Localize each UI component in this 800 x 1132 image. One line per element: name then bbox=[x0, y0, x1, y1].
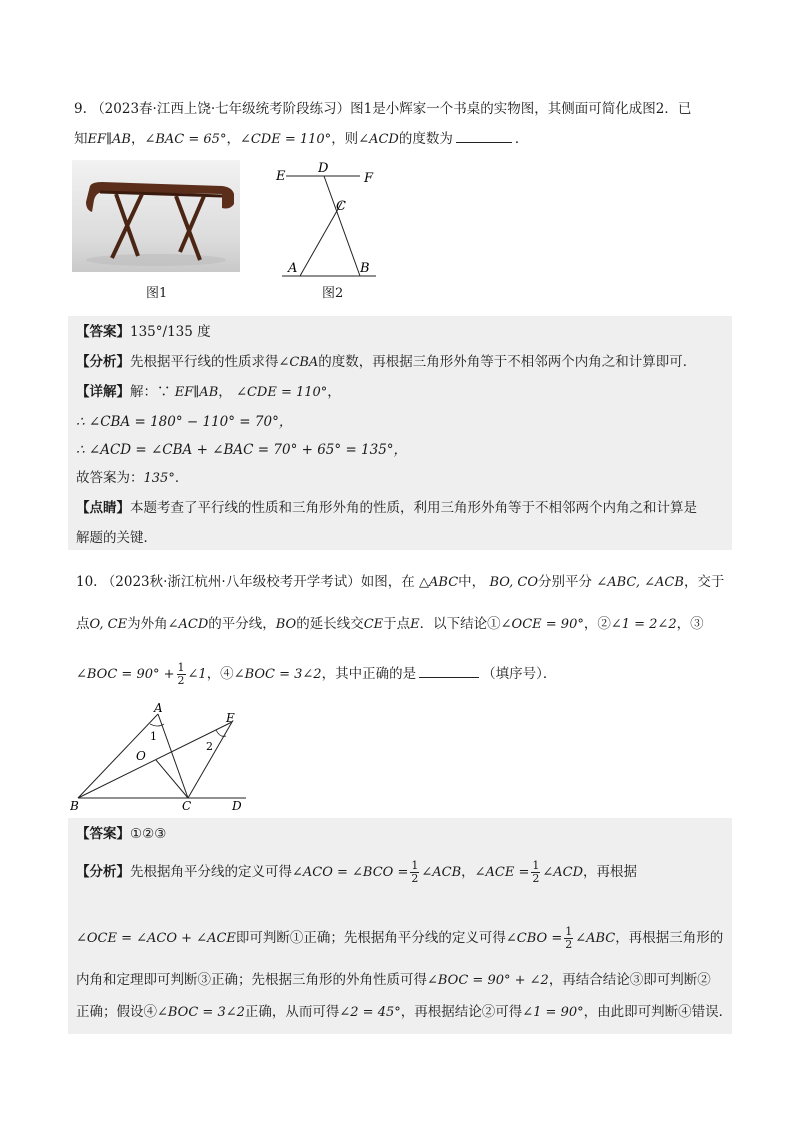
analysis-text: 的度数，再根据三角形外角等于不相邻两个内角之和计算即可． bbox=[318, 354, 697, 370]
analysis-text: ，由此即可判断④错误． bbox=[583, 1004, 733, 1020]
analysis-text: ，再根据 bbox=[583, 864, 638, 880]
desk-photo bbox=[72, 160, 240, 272]
fraction-numerator: 1 bbox=[411, 859, 419, 872]
figure-2-label: 图2 bbox=[322, 286, 344, 301]
question-9 bbox=[74, 94, 724, 155]
question-text: 如图，在 bbox=[360, 574, 415, 590]
question-text: 点 bbox=[76, 616, 90, 632]
question-text: （填序号）． bbox=[482, 666, 557, 682]
analysis-text: ，再结合结论③即可判断② bbox=[548, 972, 711, 988]
point-label: A bbox=[288, 261, 298, 276]
analysis-text: 即可判断①正确；先根据角平分线的定义可得 bbox=[235, 930, 506, 946]
angle-label: 2 bbox=[206, 740, 213, 753]
question-text: ，交于 bbox=[683, 574, 725, 590]
point-label: B bbox=[360, 261, 370, 276]
question-number: 10. bbox=[76, 574, 98, 590]
analysis-text: ，再根据结论②可得 bbox=[400, 1004, 523, 1020]
point-label: E bbox=[226, 711, 235, 725]
detail-text: 解：∵ bbox=[130, 384, 175, 400]
math-expression: ∠2 = 45° bbox=[339, 1005, 401, 1020]
analysis-text: 先根据平行线的性质求得 bbox=[130, 354, 279, 370]
math-points: O, CE bbox=[89, 617, 128, 632]
separator: ， bbox=[461, 864, 475, 880]
math-target: ∠ACD bbox=[358, 132, 399, 147]
detail-text: ， bbox=[218, 384, 237, 400]
analysis-row bbox=[76, 926, 723, 951]
separator: ， bbox=[130, 131, 145, 147]
separator: ， bbox=[226, 131, 240, 147]
math-expression: ∠ACE = bbox=[474, 865, 530, 880]
math-angle: ∠CBA bbox=[278, 355, 319, 370]
question-text: ，④ bbox=[206, 666, 234, 682]
question-text: ，则 bbox=[331, 131, 359, 147]
answer-blank bbox=[456, 128, 512, 143]
analysis-text: 正确；假设④ bbox=[76, 1004, 157, 1020]
question-text: 图1是小辉家一个书桌的实物图，其侧面可简化成图2．已 bbox=[350, 101, 692, 117]
math-condition: ∠CDE = 110° bbox=[236, 385, 328, 400]
analysis-row bbox=[76, 968, 711, 988]
analysis-row bbox=[76, 1000, 732, 1020]
math-condition: EF∥AB bbox=[87, 132, 131, 147]
analysis-text: 内角和定理即可判断③正确；先根据三角形的外角性质可得 bbox=[76, 972, 427, 988]
question-text: 分别平分 bbox=[538, 574, 593, 590]
point-label: E bbox=[276, 169, 286, 184]
fraction-denominator: 2 bbox=[565, 938, 573, 951]
math-expression: ∠OCE = ∠ACO + ∠ACE bbox=[76, 931, 236, 946]
point-label: D bbox=[318, 161, 329, 176]
question-text: 的延长线交 bbox=[296, 616, 364, 632]
final-text: ． bbox=[174, 470, 189, 486]
angle-label: 1 bbox=[150, 730, 157, 743]
point-label: B bbox=[70, 799, 79, 812]
figure-10-diagram bbox=[70, 700, 260, 812]
fraction-denominator: 2 bbox=[532, 872, 540, 885]
question-10-line-2 bbox=[76, 612, 704, 632]
question-source: （2023秋·浙江杭州·八年级校考开学考试） bbox=[101, 574, 361, 590]
question-text: ．以下结论① bbox=[419, 616, 501, 632]
fraction-numerator: 1 bbox=[177, 661, 185, 674]
analysis-text: ，再根据三角形的 bbox=[615, 930, 724, 946]
detail-text: ， bbox=[327, 384, 341, 400]
analysis-row bbox=[76, 350, 696, 370]
detail-step: ∴ ∠CBA = 180° − 110° = 70°， bbox=[76, 414, 293, 430]
point-label: C bbox=[182, 799, 192, 812]
point-label: C bbox=[336, 199, 346, 214]
detail-tag: 【详解】 bbox=[76, 384, 130, 400]
math-expression: ∠ACD bbox=[542, 865, 584, 880]
question-text: 的平分线， bbox=[208, 616, 276, 632]
math-segment: BO bbox=[275, 617, 297, 632]
comment-text: 本题考查了平行线的性质和三角形外角的性质，利用三角形外角等于不相邻两个内角之和计算是 bbox=[130, 500, 697, 516]
answer-value: ①②③ bbox=[130, 826, 167, 842]
analysis-text: 正确，从而可得 bbox=[244, 1004, 340, 1020]
comment-row bbox=[76, 496, 697, 516]
conclusion-3: ∠1 bbox=[187, 667, 207, 682]
math-expression: ∠BOC = 3∠2 bbox=[157, 1005, 245, 1020]
question-10-line-3 bbox=[76, 662, 556, 687]
question-text: 知 bbox=[74, 131, 88, 147]
math-condition: ∠BAC = 65° bbox=[144, 132, 227, 147]
math-angle: ∠ACD bbox=[167, 617, 209, 632]
math-expression: ∠1 = 90° bbox=[522, 1005, 584, 1020]
point-label: D bbox=[232, 799, 242, 812]
point-label: O bbox=[136, 749, 146, 763]
math-condition: EF∥AB bbox=[174, 385, 219, 400]
fraction bbox=[177, 662, 186, 687]
answer-row bbox=[76, 320, 211, 340]
figure-1-label: 图1 bbox=[146, 286, 168, 301]
comment-row: 解题的关键． bbox=[76, 530, 157, 546]
question-10-line-1 bbox=[76, 570, 724, 590]
answer-tag: 【答案】 bbox=[76, 826, 130, 842]
fraction-numerator: 1 bbox=[532, 859, 540, 872]
final-answer-row bbox=[76, 466, 188, 486]
question-text: ，③ bbox=[676, 616, 704, 632]
fraction bbox=[564, 926, 573, 951]
question-text: 中， bbox=[458, 574, 486, 590]
answer-tag: 【答案】 bbox=[76, 324, 130, 340]
question-text: ，② bbox=[583, 616, 611, 632]
analysis-row bbox=[76, 860, 637, 885]
math-expression: ∠CBO = bbox=[505, 931, 563, 946]
question-number: 9. bbox=[74, 101, 87, 117]
question-text: 为外角 bbox=[127, 616, 168, 632]
answer-value: 135°/135 度 bbox=[130, 324, 211, 340]
fraction bbox=[531, 860, 540, 885]
math-angles: ∠ABC, ∠ACB bbox=[596, 575, 684, 590]
final-text: 故答案为： bbox=[76, 470, 144, 486]
fraction-numerator: 1 bbox=[565, 925, 573, 938]
math-expression: ∠ACB bbox=[421, 865, 462, 880]
fraction bbox=[410, 860, 419, 885]
fraction-denominator: 2 bbox=[177, 674, 185, 687]
analysis-text: 先根据角平分线的定义可得 bbox=[130, 864, 292, 880]
conclusion-2: ∠1 = 2∠2 bbox=[610, 617, 677, 632]
question-source: （2023春·江西上饶·七年级统考阶段练习） bbox=[91, 101, 351, 117]
math-point: E bbox=[410, 617, 420, 632]
final-value: 135° bbox=[143, 471, 175, 486]
comment-tag: 【点睛】 bbox=[76, 500, 130, 516]
fraction-denominator: 2 bbox=[411, 872, 419, 885]
conclusion-3: ∠BOC = 90° + bbox=[76, 667, 175, 682]
math-segment: CE bbox=[363, 617, 384, 632]
math-segments: BO, CO bbox=[489, 575, 539, 590]
figure-2-diagram bbox=[272, 158, 382, 282]
detail-step: ∴ ∠ACD = ∠CBA + ∠BAC = 70° + 65° = 135°， bbox=[76, 442, 408, 458]
math-triangle: △ABC bbox=[419, 575, 459, 590]
analysis-tag: 【分析】 bbox=[76, 864, 130, 880]
question-text: 于点 bbox=[383, 616, 411, 632]
question-text: ，其中正确的是 bbox=[321, 666, 417, 682]
conclusion-1: ∠OCE = 90° bbox=[500, 617, 584, 632]
point-label: A bbox=[154, 701, 163, 715]
detail-row bbox=[76, 380, 341, 400]
conclusion-4: ∠BOC = 3∠2 bbox=[233, 667, 322, 682]
point-label: F bbox=[364, 171, 374, 186]
math-expression: ∠BOC = 90° + ∠2 bbox=[427, 973, 549, 988]
question-text: ． bbox=[514, 131, 529, 147]
analysis-tag: 【分析】 bbox=[76, 354, 130, 370]
answer-blank bbox=[419, 663, 479, 678]
math-expression: ∠ABC bbox=[575, 931, 616, 946]
question-text: 的度数为 bbox=[398, 131, 453, 147]
math-expression: ∠ACO = ∠BCO = bbox=[292, 865, 409, 880]
math-condition: ∠CDE = 110° bbox=[239, 132, 332, 147]
answer-row bbox=[76, 822, 166, 842]
